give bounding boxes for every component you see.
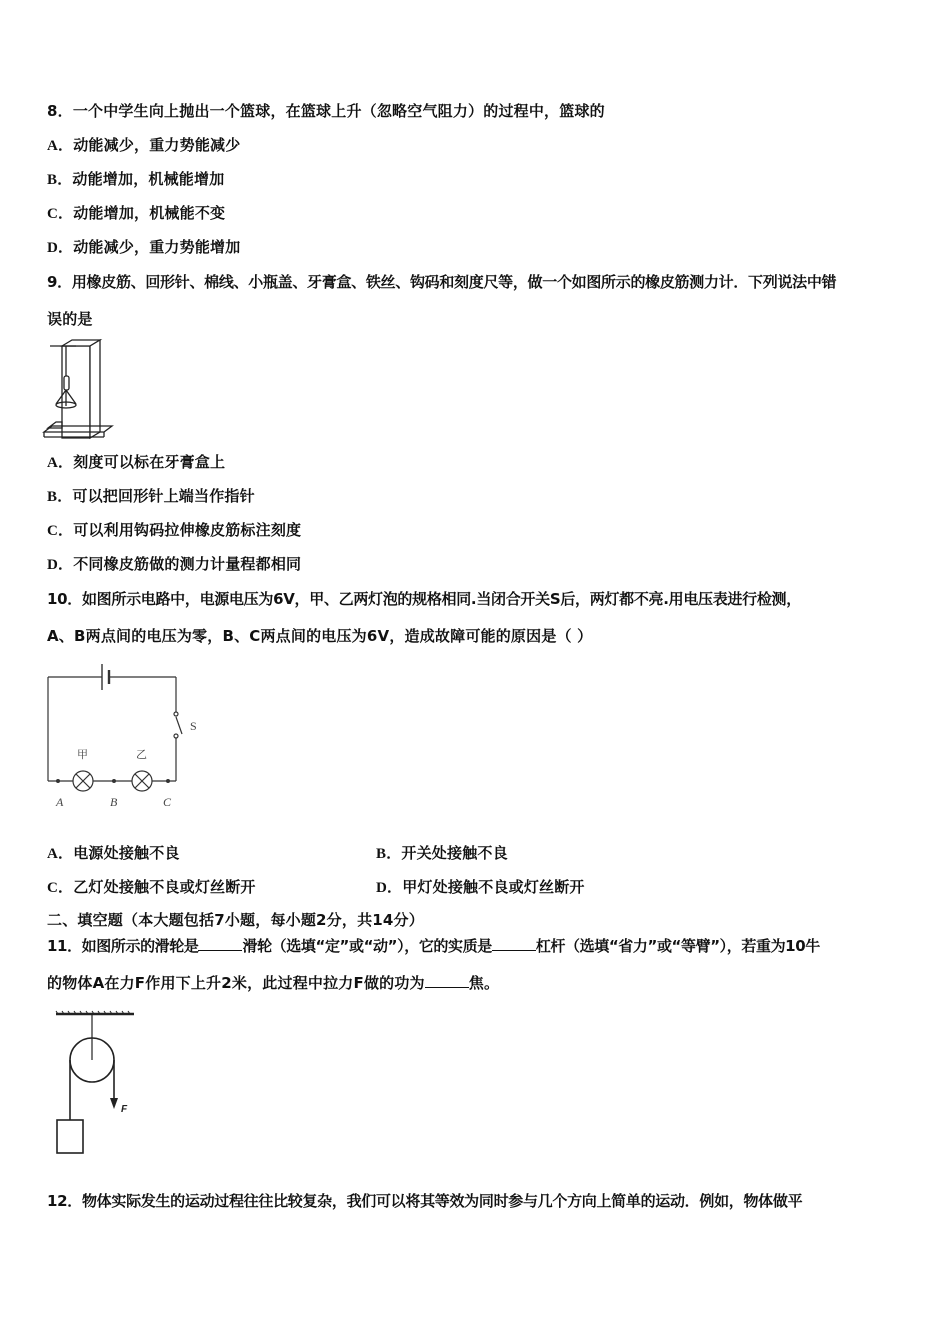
q11-text: 焦。 <box>468 974 500 992</box>
option-text: 乙灯处接触不良或灯丝断开 <box>73 878 256 896</box>
point-b-label: B <box>110 795 118 809</box>
force-label: F <box>121 1104 128 1115</box>
option-text: 电源处接触不良 <box>73 844 180 862</box>
q11-stem-line1 <box>47 936 820 956</box>
option-label: A． <box>47 455 74 471</box>
option-label: C． <box>47 880 74 896</box>
option-text: 可以利用钩码拉伸橡皮筋标注刻度 <box>73 521 302 539</box>
option-label: A． <box>47 846 74 862</box>
answer-blank-1[interactable] <box>198 936 242 951</box>
switch-label: S <box>190 719 197 733</box>
q11-text: 的物体A在力F作用下上升2米，此过程中拉力F做的功为 <box>47 974 425 992</box>
point-a-label: A <box>56 795 64 809</box>
option-label: B． <box>47 489 73 505</box>
lamp2-label: 乙 <box>136 748 147 761</box>
q11-text: 11．如图所示的滑轮是 <box>47 937 199 955</box>
rubber-band-force-meter-figure <box>42 338 122 440</box>
q9-option-c <box>47 520 301 541</box>
pulley-figure <box>54 1010 144 1160</box>
option-text: 开关处接触不良 <box>401 844 508 862</box>
q10-option-b <box>376 843 508 864</box>
q8-option-a <box>47 135 240 156</box>
q11-text: 杠杆（选填“省力”或“等臂”），若重为10牛 <box>535 937 820 955</box>
q11-stem-line2 <box>47 973 499 993</box>
option-text: 可以把回形针上端当作指针 <box>72 487 255 505</box>
option-label: D． <box>376 880 403 896</box>
option-text: 不同橡皮筋做的测力计量程都相同 <box>73 555 302 573</box>
q10-option-d <box>376 877 585 898</box>
q10-option-a <box>47 843 180 864</box>
option-text: 甲灯处接触不良或灯丝断开 <box>402 878 585 896</box>
option-text: 刻度可以标在牙膏盒上 <box>73 453 226 471</box>
q12-stem-line1: 12．物体实际发生的运动过程往往比较复杂，我们可以将其等效为同时参与几个方向上简单的运动．例如，物体做平 <box>47 1192 803 1210</box>
section-heading-fill-in: 二、填空题（本大题包括7小题，每小题2分，共14分） <box>47 911 424 929</box>
q8-option-c <box>47 203 225 224</box>
answer-blank-2[interactable] <box>492 936 536 951</box>
q9-stem-line2: 误的是 <box>47 310 93 328</box>
q11-text: 滑轮（选填“定”或“动”），它的实质是 <box>242 937 492 955</box>
q9-stem-line1: 9．用橡皮筋、回形针、棉线、小瓶盖、牙膏盒、铁丝、钩码和刻度尺等，做一个如图所示的橡皮筋测力计．下列说法中错 <box>47 273 837 291</box>
option-label: D． <box>47 240 74 256</box>
option-label: C． <box>47 206 74 222</box>
option-label: D． <box>47 557 74 573</box>
option-text: 动能增加，机械能增加 <box>72 170 225 188</box>
q8-stem: 8．一个中学生向上抛出一个篮球，在篮球上升（忽略空气阻力）的过程中，篮球的 <box>47 102 605 120</box>
q10-option-c <box>47 877 256 898</box>
option-label: B． <box>376 846 402 862</box>
q8-option-b <box>47 169 224 190</box>
circuit-diagram-figure <box>44 662 204 817</box>
q9-option-b <box>47 486 255 507</box>
option-text: 动能增加，机械能不变 <box>73 204 226 222</box>
point-c-label: C <box>163 795 172 809</box>
q8-option-d <box>47 237 240 258</box>
option-label: C． <box>47 523 74 539</box>
option-text: 动能减少，重力势能减少 <box>73 136 241 154</box>
option-label: B． <box>47 172 73 188</box>
q9-option-d <box>47 554 301 575</box>
lamp1-label: 甲 <box>77 748 88 761</box>
option-label: A． <box>47 138 74 154</box>
q9-option-a <box>47 452 225 473</box>
q10-stem-line1: 10．如图所示电路中，电源电压为6V，甲、乙两灯泡的规格相同.当闭合开关S后，两灯都不亮.用电压表进行检测， <box>47 590 801 608</box>
option-text: 动能减少，重力势能增加 <box>73 238 241 256</box>
answer-blank-3[interactable] <box>425 973 469 988</box>
q10-stem-line2: A、B两点间的电压为零，B、C两点间的电压为6V，造成故障可能的原因是（ ） <box>47 627 593 645</box>
